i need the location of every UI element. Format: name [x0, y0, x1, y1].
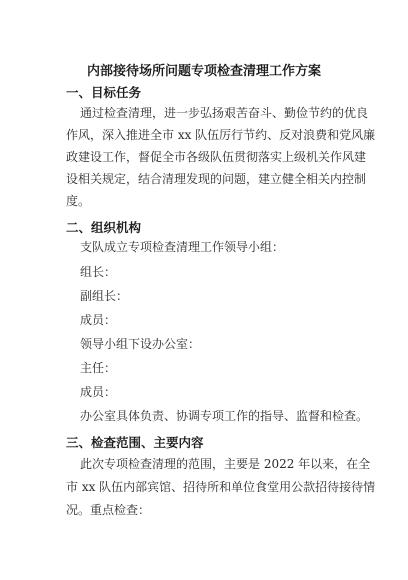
section-heading-organization: 二、组织机构 — [66, 220, 142, 235]
section-heading-goals: 一、目标任务 — [66, 85, 142, 100]
paragraph-line: 支队成立专项检查清理工作领导小组： — [80, 240, 285, 254]
paragraph-line: 设相关规定，结合清理发现的问题，建立健全相关内控制 — [66, 172, 367, 186]
section-heading-scope: 三、检查范围、主要内容 — [66, 435, 204, 450]
paragraph-line: 通过检查清理，进一步弘扬艰苦奋斗、勤俭节约的优良 — [80, 106, 369, 120]
paragraph-line: 成员： — [80, 313, 117, 327]
paragraph-line: 政建设工作，督促全市各级队伍贯彻落实上级机关作风建 — [66, 150, 367, 164]
paragraph-line: 此次专项检查清理的范围，主要是 2022 年以来，在全 — [80, 457, 371, 471]
paragraph-line: 组长： — [80, 265, 117, 279]
paragraph-line: 副组长： — [80, 289, 129, 303]
paragraph-line: 办公室具体负责、协调专项工作的指导、监督和检查。 — [80, 409, 369, 423]
document-title: 内部接待场所问题专项检查清理工作方案 — [86, 64, 321, 79]
paragraph-line: 度。 — [66, 194, 91, 208]
paragraph-line: 领导小组下设办公室： — [80, 337, 201, 351]
paragraph-line: 成员： — [80, 385, 117, 399]
paragraph-line: 市 xx 队伍内部宾馆、招待所和单位食堂用公款招待接待情 — [66, 480, 376, 494]
paragraph-line: 况。重点检查： — [66, 503, 151, 517]
paragraph-line: 作风，深入推进全市 xx 队伍厉行节约、反对浪费和党风廉 — [66, 128, 376, 142]
paragraph-line: 主任： — [80, 361, 117, 375]
